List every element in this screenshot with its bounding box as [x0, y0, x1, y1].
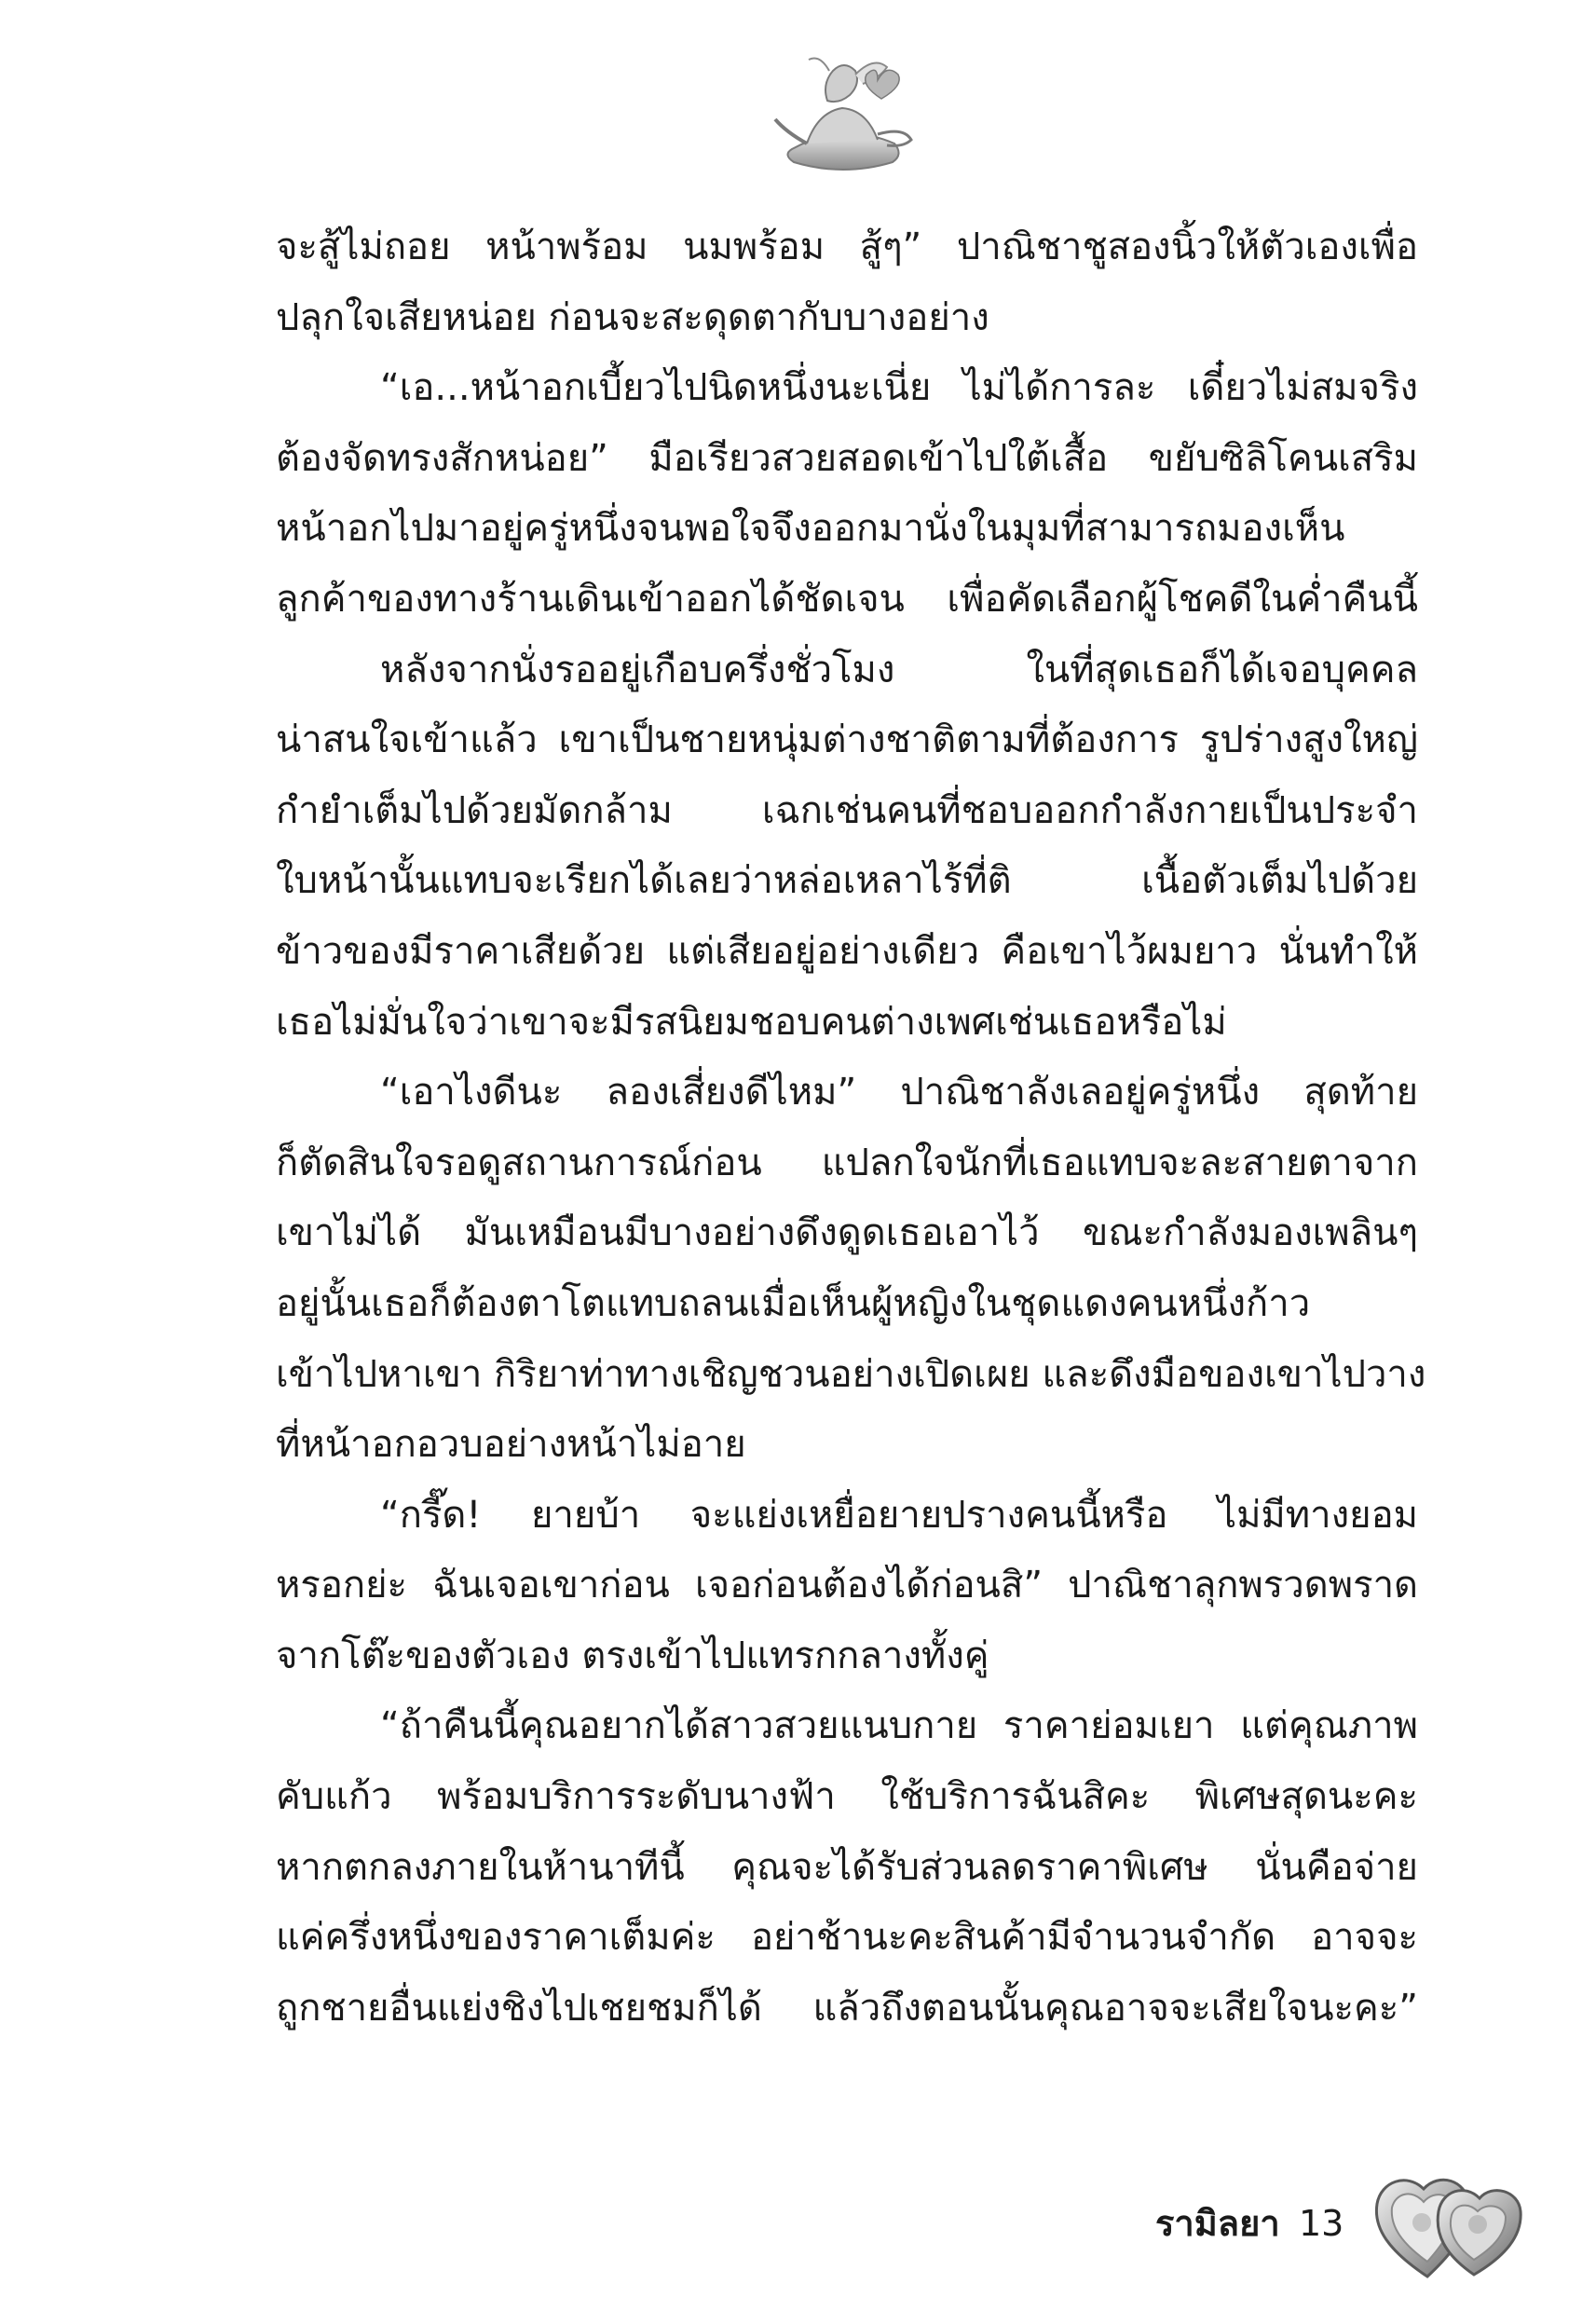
text-line: คับแก้ว พร้อมบริการระดับนางฟ้า ใช้บริการฉันสิคะ พิเศษสุดนะคะ — [276, 1775, 1418, 1819]
twin-hearts-icon — [1370, 2157, 1528, 2288]
text-line: เข้าไปหาเขา กิริยาท่าทางเชิญชวนอย่างเปิดเผย และดึงมือของเขาไปวาง — [276, 1352, 1426, 1396]
text-line: กำยำเต็มไปด้วยมัดกล้าม เฉกเช่นคนที่ชอบออกกำลังกายเป็นประจำ — [276, 788, 1418, 832]
text-line: หน้าอกไปมาอยู่ครู่หนึ่งจนพอใจจึงออกมานั่งในมุมที่สามารถมองเห็น — [276, 507, 1345, 551]
text-line: หลังจากนั่งรออยู่เกือบครึ่งชั่วโมง ในที่สุดเธอก็ได้เจอบุคคล — [380, 648, 1418, 691]
text-line: “เอาไงดีนะ ลองเสี่ยงดีไหม” ปาณิชาลังเลอยู่ครู่หนึ่ง สุดท้าย — [380, 1071, 1418, 1114]
text-line: ข้าวของมีราคาเสียด้วย แต่เสียอยู่อย่างเดียว คือเขาไว้ผมยาว นั่นทำให้ — [276, 929, 1418, 973]
text-line: จะสู้ไม่ถอย หน้าพร้อม นมพร้อม สู้ๆ” ปาณิชาชูสองนิ้วให้ตัวเองเพื่อ — [276, 226, 1418, 268]
text-line: ก็ตัดสินใจรอดูสถานการณ์ก่อน แปลกใจนักที่เธอแทบจะละสายตาจาก — [276, 1141, 1418, 1184]
text-line: “กรี๊ด! ยายบ้า จะแย่งเหยื่อยายปรางคนนี้หรือ ไม่มีทางยอม — [380, 1493, 1418, 1537]
footer-page-number: 13 — [1299, 2203, 1344, 2244]
footer-book-title: รามิลยา — [1155, 2203, 1280, 2244]
text-line: หรอกย่ะ ฉันเจอเขาก่อน เจอก่อนต้องได้ก่อนสิ” ปาณิชาลุกพรวดพราด — [276, 1564, 1418, 1607]
text-line: ใบหน้านั้นแทบจะเรียกได้เลยว่าหล่อเหลาไร้ที่ติ เนื้อตัวเต็มไปด้วย — [276, 859, 1418, 903]
text-line: ต้องจัดทรงสักหน่อย” มือเรียวสวยสอดเข้าไปใต้เสื้อ ขยับซิลิโคนเสริม — [276, 436, 1418, 480]
text-line: อยู่นั้นเธอก็ต้องตาโตแทบถลนเมื่อเห็นผู้หญิงในชุดแดงคนหนึ่งก้าว — [276, 1281, 1311, 1325]
text-line: จากโต๊ะของตัวเอง ตรงเข้าไปแทรกกลางทั้งคู่ — [276, 1634, 989, 1677]
cupid-teapot-ornament-icon — [764, 47, 922, 186]
text-line: ถูกชายอื่นแย่งชิงไปเชยชมก็ได้ แล้วถึงตอนนั้นคุณอาจจะเสียใจนะคะ” — [276, 1986, 1418, 2030]
page-body-text — [276, 212, 1426, 2044]
text-line: หากตกลงภายในห้านาทีนี้ คุณจะได้รับส่วนลดราคาพิเศษ นั่นคือจ่าย — [276, 1845, 1418, 1889]
text-line: เธอไม่มั่นใจว่าเขาจะมีรสนิยมชอบคนต่างเพศเช่นเธอหรือไม่ — [276, 1000, 1227, 1044]
text-line: ลูกค้าของทางร้านเดินเข้าออกได้ชัดเจน เพื่อคัดเลือกผู้โชคดีในค่ำคืนนี้ — [276, 577, 1418, 621]
text-line: แค่ครึ่งหนึ่งของราคาเต็มค่ะ อย่าช้านะคะสินค้ามีจำนวนจำกัด อาจจะ — [276, 1916, 1418, 1960]
text-line: น่าสนใจเข้าแล้ว เขาเป็นชายหนุ่มต่างชาติตามที่ต้องการ รูปร่างสูงใหญ่ — [276, 718, 1418, 762]
text-line: ปลุกใจเสียหน่อย ก่อนจะสะดุดตากับบางอย่าง — [276, 295, 989, 339]
text-line: “ถ้าคืนนี้คุณอยากได้สาวสวยแนบกาย ราคาย่อมเยา แต่คุณภาพ — [380, 1704, 1418, 1748]
text-line: ที่หน้าอกอวบอย่างหน้าไม่อาย — [276, 1423, 746, 1467]
text-line: เขาไม่ได้ มันเหมือนมีบางอย่างดึงดูดเธอเอาไว้ ขณะกำลังมองเพลินๆ — [276, 1211, 1418, 1255]
text-line: “เอ...หน้าอกเบี้ยวไปนิดหนึ่งนะเนี่ย ไม่ได้การละ เดี๋ยวไม่สมจริง — [380, 366, 1418, 410]
